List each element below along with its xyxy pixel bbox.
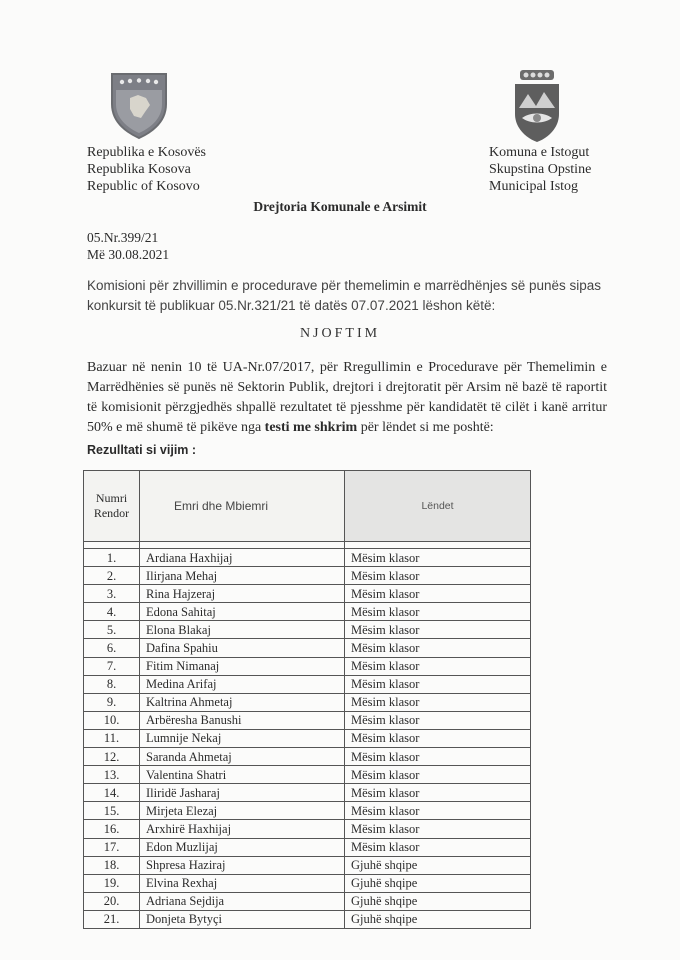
row-subject: Mësim klasor	[345, 693, 531, 711]
body-text-bold: testi me shkrim	[264, 420, 358, 435]
header-number-line2: Rendor	[93, 506, 130, 520]
table-row	[84, 748, 531, 766]
row-number: 5.	[84, 621, 140, 639]
row-name: Mirjeta Elezaj	[140, 802, 345, 820]
header-number-line1: Numri	[95, 491, 128, 505]
row-subject: Mësim klasor	[345, 729, 531, 747]
row-number: 4.	[84, 603, 140, 621]
row-number: 21.	[84, 910, 140, 928]
row-number: 13.	[84, 766, 140, 784]
row-name: Rina Hajzeraj	[140, 585, 345, 603]
row-name: Edona Sahitaj	[140, 603, 345, 621]
table-row	[84, 910, 531, 928]
row-name: Valentina Shatri	[140, 766, 345, 784]
header-name: Emri dhe Mbiemri	[140, 471, 345, 542]
row-name: Lumnije Nekaj	[140, 729, 345, 747]
row-subject: Gjuhë shqipe	[345, 892, 531, 910]
row-name: Kaltrina Ahmetaj	[140, 693, 345, 711]
row-number: 3.	[84, 585, 140, 603]
body-text-part1: Bazuar në nenin 10 të UA-Nr.07/2017, për Rregullimin e Procedurave për Themelimin e Marrëdhënies së punës në Sektorin Publik, drejtori i drejtoratit për Arsim në bazë të raportit të komisionit përzgjedhës shpallë rezultatet të pjesshme për kandidatët të cilët i kanë arritur 50% e më shumë të pikëve nga	[87, 360, 607, 435]
row-number: 16.	[84, 820, 140, 838]
row-subject: Mësim klasor	[345, 567, 531, 585]
table-row	[84, 675, 531, 693]
row-number: 20.	[84, 892, 140, 910]
row-number: 14.	[84, 784, 140, 802]
table-row	[84, 856, 531, 874]
reference-number: 05.Nr.399/21	[87, 230, 159, 245]
row-subject: Gjuhë shqipe	[345, 856, 531, 874]
row-number: 10.	[84, 711, 140, 729]
table-row	[84, 639, 531, 657]
row-subject: Mësim klasor	[345, 603, 531, 621]
row-number: 19.	[84, 874, 140, 892]
table-row	[84, 874, 531, 892]
row-subject: Gjuhë shqipe	[345, 910, 531, 928]
row-subject: Mësim klasor	[345, 639, 531, 657]
kosovo-coat-of-arms-icon	[108, 70, 170, 140]
table-row	[84, 838, 531, 856]
table-row	[84, 621, 531, 639]
row-number: 1.	[84, 549, 140, 567]
results-label: Rezulltati si vijim :	[87, 443, 197, 457]
row-name: Medina Arifaj	[140, 675, 345, 693]
row-number: 6.	[84, 639, 140, 657]
table-row	[84, 784, 531, 802]
table-header-row	[84, 471, 531, 542]
row-number: 17.	[84, 838, 140, 856]
notice-title: NJOFTIM	[299, 326, 381, 341]
row-subject: Mësim klasor	[345, 621, 531, 639]
intro-paragraph: Komisioni për zhvillimin e procedurave për themelimin e marrëdhënjes së punës sipas konkursit të publikuar 05.Nr.321/21 të datës 07.07.2021 lëshon këtë:	[87, 278, 601, 313]
row-name: Adriana Sejdija	[140, 892, 345, 910]
header-subject: Lëndet	[345, 471, 531, 542]
table-row	[84, 549, 531, 567]
document-reference	[87, 229, 169, 263]
row-name: Elvina Rexhaj	[140, 874, 345, 892]
row-name: Dafina Spahiu	[140, 639, 345, 657]
row-name: Donjeta Bytyçi	[140, 910, 345, 928]
table-row	[84, 603, 531, 621]
row-name: Arxhirë Haxhijaj	[140, 820, 345, 838]
row-subject: Mësim klasor	[345, 820, 531, 838]
header-number	[84, 471, 140, 542]
table-row	[84, 892, 531, 910]
row-name: Ardiana Haxhijaj	[140, 549, 345, 567]
row-name: Arbëresha Banushi	[140, 711, 345, 729]
table-row	[84, 802, 531, 820]
row-number: 7.	[84, 657, 140, 675]
row-name: Ilirjana Mehaj	[140, 567, 345, 585]
row-number: 18.	[84, 856, 140, 874]
row-subject: Mësim klasor	[345, 784, 531, 802]
row-number: 9.	[84, 693, 140, 711]
municipality-name-albanian: Komuna e Istogut	[489, 145, 590, 160]
row-number: 11.	[84, 729, 140, 747]
municipality-name-serbian: Skupstina Opstine	[489, 162, 592, 177]
letterhead-right	[489, 144, 591, 195]
results-table	[83, 470, 531, 929]
row-subject: Mësim klasor	[345, 675, 531, 693]
letterhead-left	[87, 144, 206, 195]
row-subject: Mësim klasor	[345, 838, 531, 856]
row-name: Shpresa Haziraj	[140, 856, 345, 874]
row-subject: Mësim klasor	[345, 711, 531, 729]
row-subject: Mësim klasor	[345, 766, 531, 784]
row-subject: Mësim klasor	[345, 657, 531, 675]
municipality-name-english: Municipal Istog	[489, 179, 579, 194]
row-subject: Mësim klasor	[345, 549, 531, 567]
istog-municipality-emblem-icon	[512, 68, 562, 144]
row-number: 12.	[84, 748, 140, 766]
body-text-part2: për lëndet si me poshtë:	[357, 420, 494, 435]
table-row	[84, 567, 531, 585]
row-name: Saranda Ahmetaj	[140, 748, 345, 766]
table-row	[84, 585, 531, 603]
row-subject: Mësim klasor	[345, 585, 531, 603]
row-number: 2.	[84, 567, 140, 585]
row-number: 8.	[84, 675, 140, 693]
row-subject: Mësim klasor	[345, 748, 531, 766]
row-number: 15.	[84, 802, 140, 820]
table-row	[84, 711, 531, 729]
row-subject: Mësim klasor	[345, 802, 531, 820]
body-paragraph	[87, 358, 607, 438]
row-subject: Gjuhë shqipe	[345, 874, 531, 892]
country-name-english: Republic of Kosovo	[87, 179, 200, 194]
directorate-title: Drejtoria Komunale e Arsimit	[253, 199, 427, 214]
table-row	[84, 729, 531, 747]
reference-date: Më 30.08.2021	[87, 247, 170, 262]
table-row	[84, 657, 531, 675]
country-name-albanian: Republika e Kosovës	[87, 145, 206, 160]
table-row	[84, 693, 531, 711]
row-name: Elona Blakaj	[140, 621, 345, 639]
row-name: Edon Muzlijaj	[140, 838, 345, 856]
row-name: Iliridë Jasharaj	[140, 784, 345, 802]
table-row	[84, 766, 531, 784]
country-name-serbian: Republika Kosova	[87, 162, 191, 177]
table-row	[84, 820, 531, 838]
header-spacer-row	[84, 542, 531, 549]
row-name: Fitim Nimanaj	[140, 657, 345, 675]
